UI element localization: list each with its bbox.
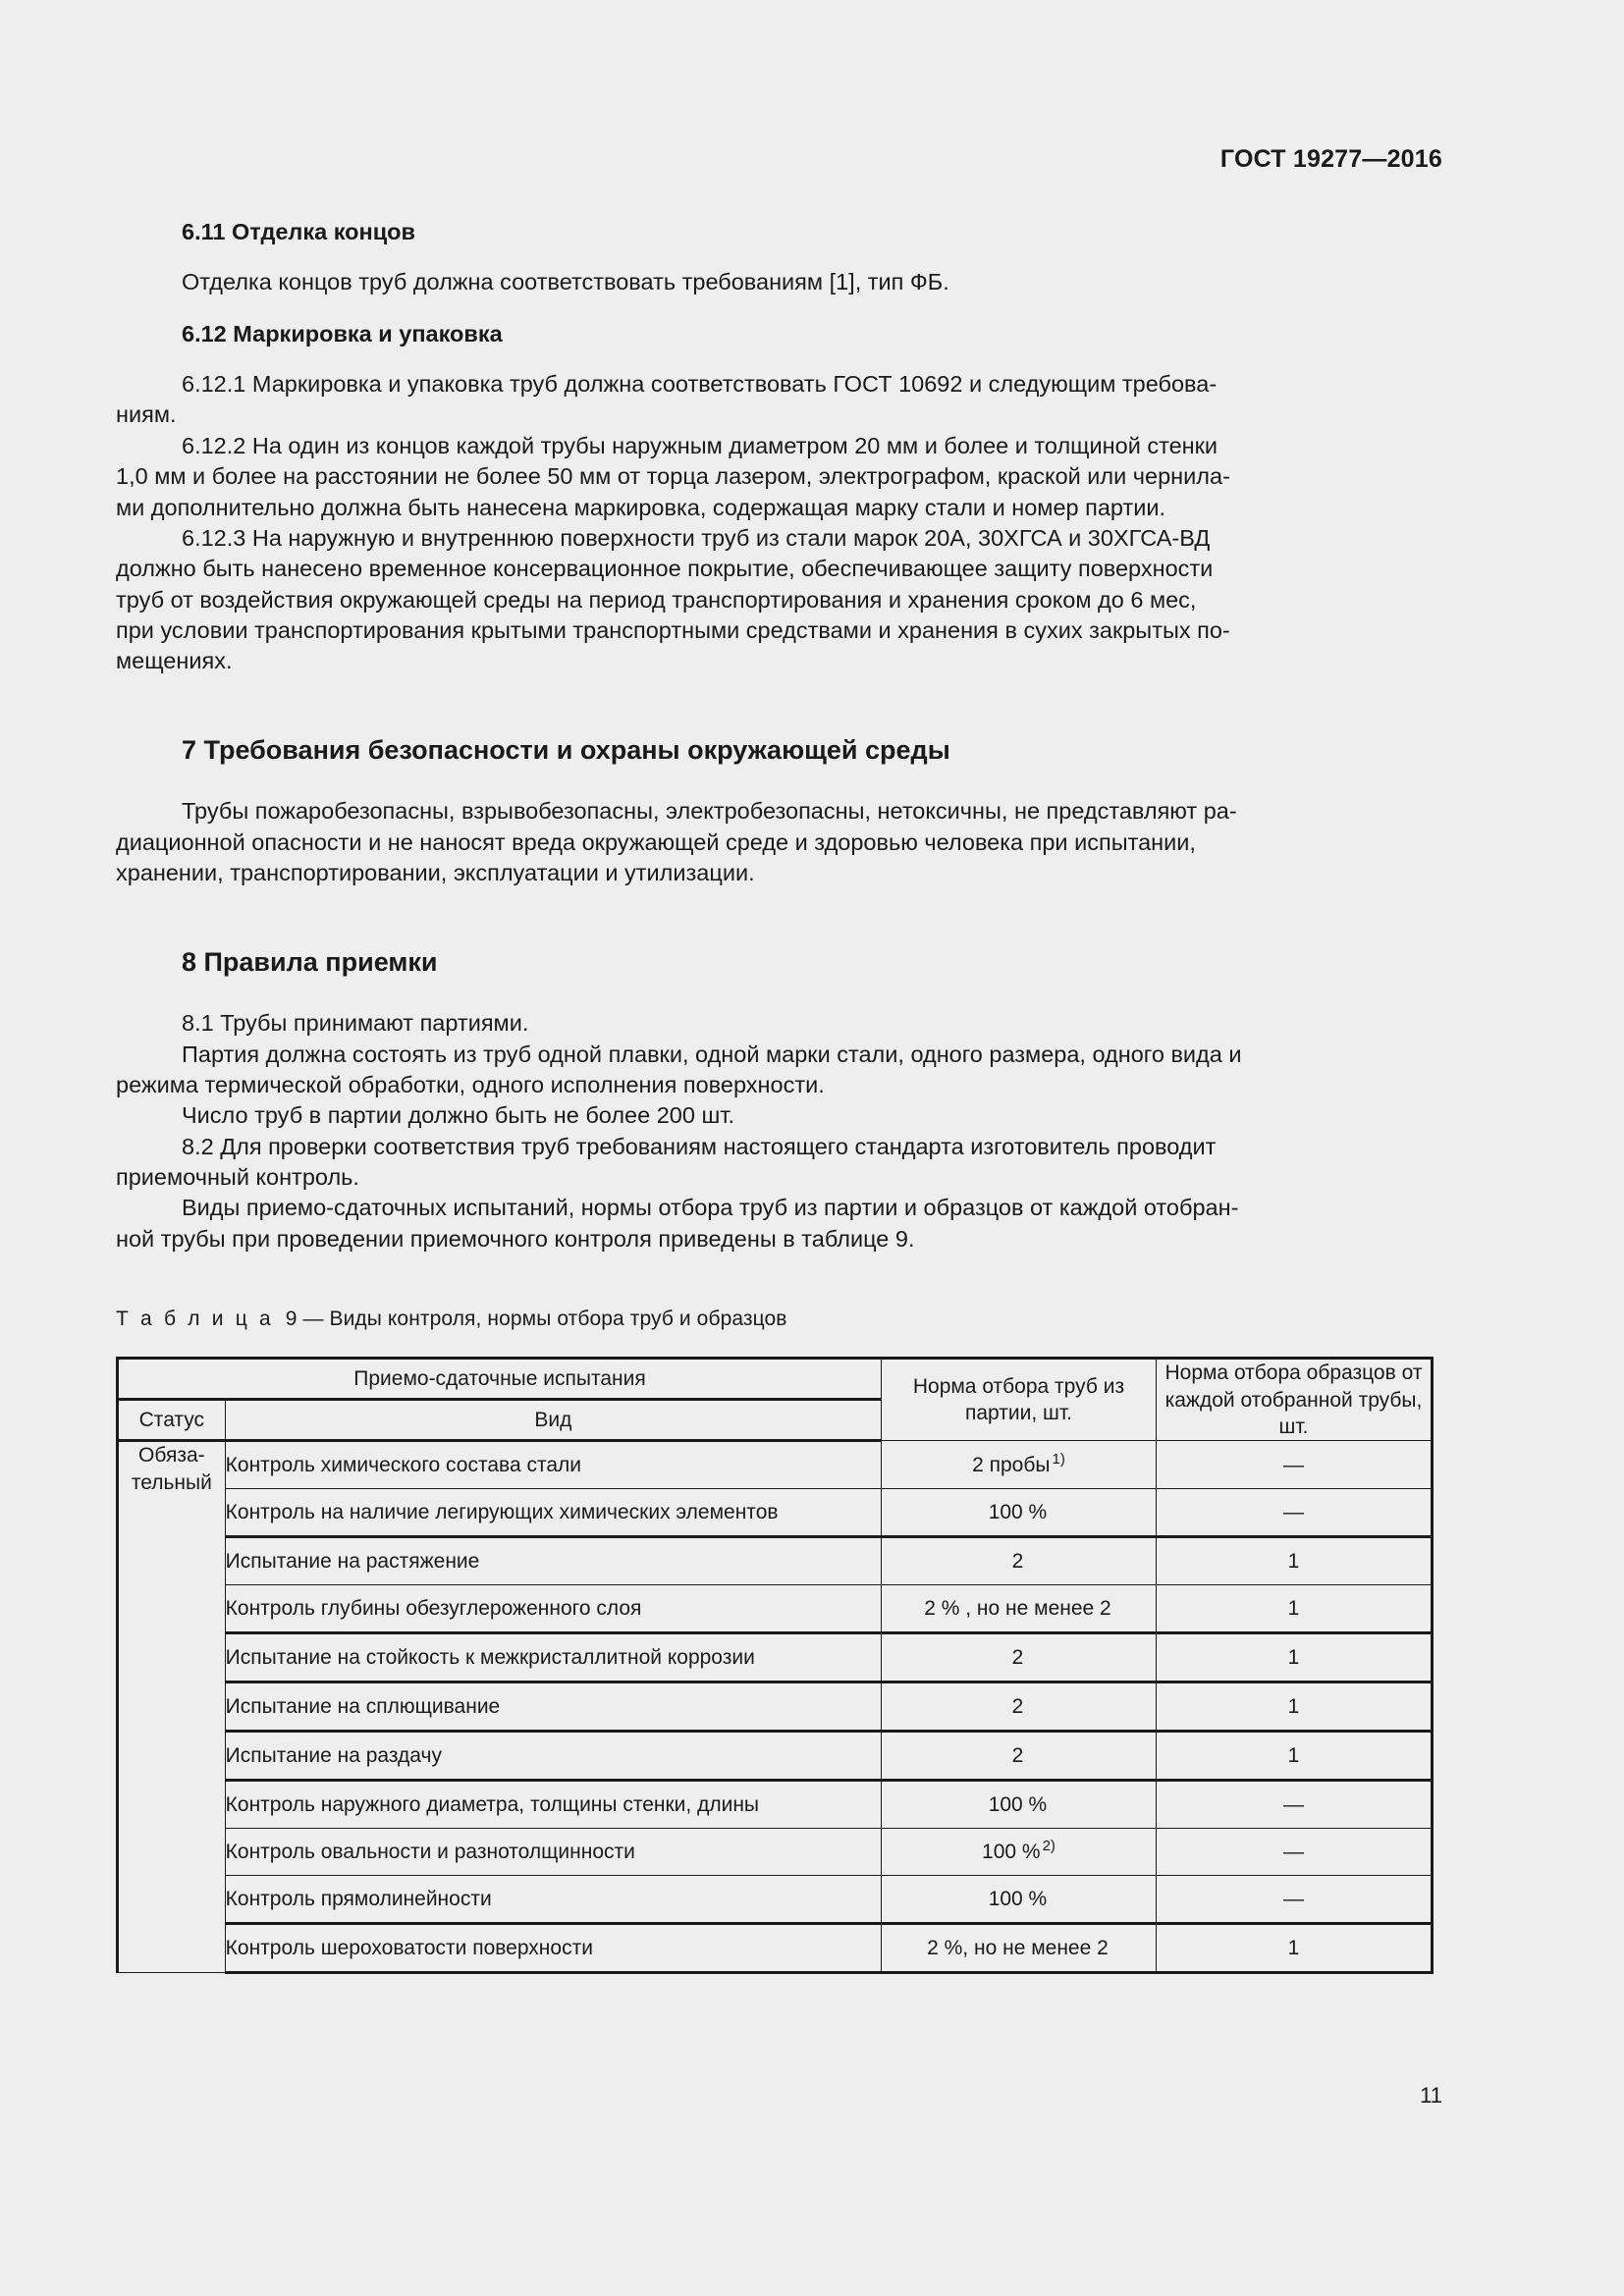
table-body [118, 1441, 1433, 1973]
table-9-wrapper [116, 1357, 1434, 1974]
paragraph-7-line1: Трубы пожаробезопасны, взрывобезопасны, электробезопасны, нетоксичны, не представляют ра- [182, 798, 1237, 825]
footnote-marker [1023, 1741, 1025, 1758]
norm-tubes-value: 2 %, но не менее 2 [927, 1937, 1109, 1960]
cell-kind: Контроль прямолинейности [225, 1876, 881, 1924]
norm-tubes-value: 2 [1011, 1695, 1024, 1719]
cell-norm-tubes [882, 1924, 1157, 1973]
footnote-marker [1023, 1547, 1025, 1564]
paragraph-6-12-3-line5: мещениях. [116, 648, 233, 674]
paragraph-6-12-2-line3: ми дополнительно должна быть нанесена маркировка, содержащая марку стали и номер партии. [116, 494, 1166, 520]
cell-norm-tubes [882, 1441, 1157, 1489]
table-row [118, 1537, 1433, 1585]
table-row [118, 1732, 1433, 1781]
table-row [118, 1585, 1433, 1633]
cell-kind: Контроль на наличие легирующих химических элементов [225, 1489, 881, 1537]
table-caption-title: — Виды контроля, нормы отбора труб и образцов [302, 1308, 787, 1331]
cell-norm-samples: — [1156, 1829, 1432, 1876]
cell-norm-samples: 1 [1156, 1924, 1432, 1973]
table-head [118, 1359, 1433, 1441]
status-line-1: Обяза- [138, 1444, 205, 1468]
norm-tubes-value: 2 [1011, 1550, 1024, 1574]
table-row [118, 1876, 1433, 1924]
paragraph-6-12-3-line3: труб от воздействия окружающей среды на период транспортирования и хранения сроком до 6 мес, [116, 586, 1197, 613]
norm-tubes-value: 100 % [988, 1888, 1048, 1911]
cell-kind: Контроль химического состава стали [225, 1441, 881, 1489]
paragraph-6-12-3-line1: 6.12.3 На наружную и внутреннюю поверхности труб из стали марок 20А, 30ХГСА и 30ХГСА-ВД [182, 524, 1211, 551]
norm-tubes-value: 100 % [988, 1501, 1048, 1524]
paragraph-8-1-line4: Число труб в партии должно быть не более 200 шт. [182, 1102, 735, 1129]
paragraph-8-1: 8.1 Трубы принимают партиями. [182, 1010, 529, 1037]
paragraph-8-2-line3: Виды приемо-сдаточных испытаний, нормы отбора труб из партии и образцов от каждой отобран- [182, 1195, 1239, 1221]
cell-norm-tubes [882, 1781, 1157, 1829]
header-kind: Вид [225, 1400, 881, 1441]
page-number: 11 [1420, 2083, 1442, 2108]
document-body [116, 218, 1434, 1974]
cell-kind: Контроль шероховатости поверхности [225, 1924, 881, 1973]
paragraph-8-2-line2: приемочный контроль. [116, 1164, 359, 1191]
norm-tubes-value: 100 % [988, 1793, 1048, 1817]
paragraph-8-1-line2: Партия должна состоять из труб одной плавки, одной марки стали, одного размера, одного вида и [182, 1041, 1242, 1067]
header-group-acceptance-tests: Приемо-сдаточные испытания [118, 1359, 882, 1400]
paragraph-7-line2: диационной опасности и не наносят вреда окружающей среде и здоровью человека при испытании, [116, 828, 1196, 855]
header-norm-tubes: Норма отбора труб из партии, шт. [882, 1359, 1157, 1441]
paragraph-6-11-text: Отделка концов труб должна соответствовать требованиям [1], тип ФБ. [182, 269, 949, 295]
cell-kind: Испытание на растяжение [225, 1537, 881, 1585]
cell-kind: Контроль овальности и разнотолщинности [225, 1829, 881, 1876]
cell-norm-samples: 1 [1156, 1585, 1432, 1633]
table-9-acceptance-tests [116, 1357, 1434, 1974]
status-line-2: тельный [131, 1471, 212, 1495]
cell-norm-samples: 1 [1156, 1732, 1432, 1781]
table-9-caption [116, 1306, 1434, 1332]
norm-tubes-value: 2 [1011, 1646, 1024, 1670]
paragraph-6-12-1-line2: ниям. [116, 401, 177, 428]
norm-tubes-value: 2 пробы [972, 1453, 1051, 1476]
cell-norm-tubes [882, 1682, 1157, 1732]
paragraph-6-12-3-line4: при условии транспортирования крытыми транспортными средствами и хранения в сухих закрытых по- [116, 616, 1230, 643]
footnote-marker [1109, 1934, 1110, 1950]
table-row [118, 1924, 1433, 1973]
cell-norm-samples: 1 [1156, 1537, 1432, 1585]
footnote-marker [1047, 1790, 1049, 1807]
cell-norm-samples: 1 [1156, 1633, 1432, 1682]
header-status: Статус [118, 1400, 226, 1441]
table-row [118, 1441, 1433, 1489]
cell-kind: Испытание на раздачу [225, 1732, 881, 1781]
cell-norm-tubes [882, 1732, 1157, 1781]
paragraph-8-1-line3: режима термической обработки, одного исполнения поверхности. [116, 1072, 825, 1097]
cell-status-mandatory [118, 1441, 226, 1973]
paragraph-8-2-line4: ной трубы при проведении приемочного контроля приведены в таблице 9. [116, 1225, 915, 1252]
table-header-row-1 [118, 1359, 1433, 1400]
table-row [118, 1633, 1433, 1682]
heading-6-11: 6.11 Отделка концов [182, 219, 415, 244]
cell-norm-tubes [882, 1876, 1157, 1924]
header-norm-samples: Норма отбора образцов от каждой отобранной трубы, шт. [1156, 1359, 1432, 1441]
cell-kind: Контроль глубины обезуглероженного слоя [225, 1585, 881, 1633]
footnote-marker: 2) [1042, 1838, 1056, 1855]
table-row [118, 1781, 1433, 1829]
cell-norm-tubes [882, 1633, 1157, 1682]
cell-norm-tubes [882, 1489, 1157, 1537]
heading-section-8: 8 Правила приемки [182, 946, 438, 977]
cell-norm-tubes [882, 1537, 1157, 1585]
cell-norm-samples: — [1156, 1781, 1432, 1829]
heading-6-12: 6.12 Маркировка и упаковка [182, 320, 503, 347]
cell-norm-samples: — [1156, 1489, 1432, 1537]
table-caption-label: Т а б л и ц а [116, 1308, 274, 1331]
cell-norm-samples: — [1156, 1876, 1432, 1924]
table-caption-number: 9 [285, 1308, 298, 1331]
footnote-marker: 1) [1052, 1450, 1065, 1468]
cell-kind: Испытание на стойкость к межкристаллитной коррозии [225, 1633, 881, 1682]
paragraph-6-12-2-line1: 6.12.2 На один из концов каждой трубы наружным диаметром 20 мм и более и толщиной стенки [182, 432, 1218, 458]
cell-norm-tubes [882, 1829, 1157, 1876]
paragraph-6-12-3-line2: должно быть нанесено временное консервационное покрытие, обеспечивающее защиту поверхности [116, 556, 1214, 582]
footnote-marker [1047, 1885, 1049, 1901]
paragraph-6-12-2-line2: 1,0 мм и более на расстоянии не более 50 мм от торца лазером, электрографом, краской или чернила- [116, 463, 1230, 490]
paragraph-8-2-line1: 8.2 Для проверки соответствия труб требованиям настоящего стандарта изготовитель проводит [182, 1133, 1217, 1159]
norm-tubes-value: 2 % , но не менее 2 [924, 1597, 1111, 1621]
norm-tubes-value: 100 % [982, 1841, 1041, 1864]
page-header-standard-number: ГОСТ 19277—2016 [1219, 145, 1442, 173]
cell-norm-samples: 1 [1156, 1682, 1432, 1732]
footnote-marker [1047, 1498, 1049, 1515]
paragraph-6-12-1-line1: 6.12.1 Маркировка и упаковка труб должна соответствовать ГОСТ 10692 и следующим требова- [182, 371, 1218, 398]
cell-norm-samples: — [1156, 1441, 1432, 1489]
heading-section-7: 7 Требования безопасности и охраны окружающей среды [182, 734, 950, 765]
cell-kind: Контроль наружного диаметра, толщины стенки, длины [225, 1781, 881, 1829]
table-row [118, 1829, 1433, 1876]
footnote-marker [1111, 1594, 1113, 1611]
norm-tubes-value: 2 [1011, 1744, 1024, 1768]
cell-norm-tubes [882, 1585, 1157, 1633]
footnote-marker [1023, 1692, 1025, 1709]
table-row [118, 1682, 1433, 1732]
paragraph-7-line3: хранении, транспортировании, эксплуатации и утилизации. [116, 860, 755, 886]
table-row [118, 1489, 1433, 1537]
footnote-marker [1023, 1643, 1025, 1660]
cell-kind: Испытание на сплющивание [225, 1682, 881, 1732]
